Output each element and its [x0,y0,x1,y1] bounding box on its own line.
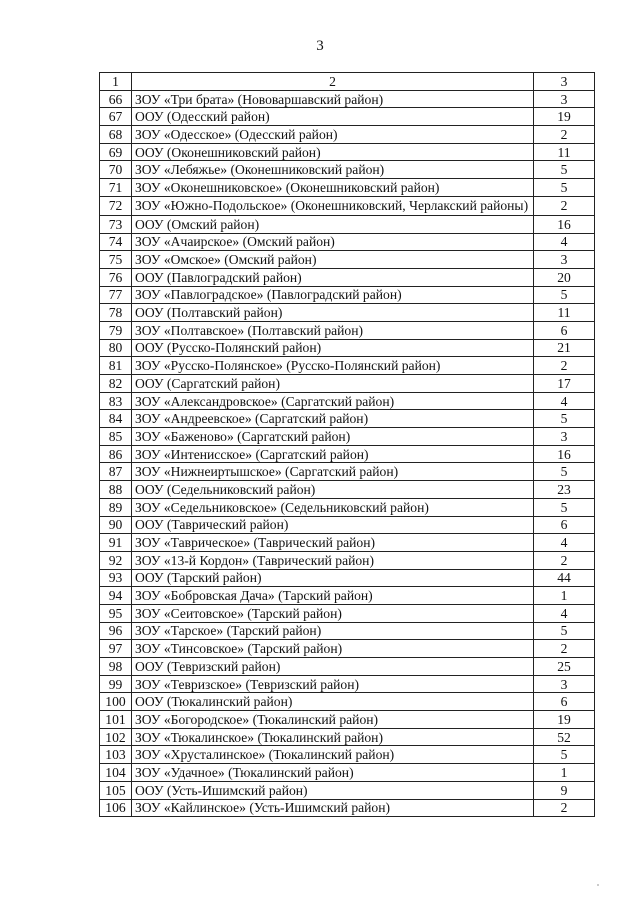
table-row [100,90,595,108]
table-row [100,781,595,799]
row-count: 2 [534,551,595,569]
table-row [100,321,595,339]
row-number: 86 [100,445,132,463]
row-count: 3 [534,675,595,693]
row-count: 2 [534,640,595,658]
header-col-count: 3 [534,73,595,91]
row-name: ООУ (Седельниковский район) [132,481,534,499]
table-row [100,179,595,197]
table-row [100,463,595,481]
row-name: ЗОУ «Богородское» (Тюкалинский район) [132,711,534,729]
table-row [100,196,595,215]
table-row [100,604,595,622]
row-name: ООУ (Полтавский район) [132,304,534,322]
row-count: 4 [534,604,595,622]
row-count: 11 [534,143,595,161]
row-number: 101 [100,711,132,729]
row-number: 79 [100,321,132,339]
table-row [100,746,595,764]
table-row [100,251,595,269]
table-row [100,215,595,233]
table-row [100,233,595,251]
row-number: 104 [100,764,132,782]
row-number: 70 [100,161,132,179]
table-row [100,640,595,658]
row-name: ЗОУ «Тарское» (Тарский район) [132,622,534,640]
row-number: 103 [100,746,132,764]
table-body [100,73,595,817]
table-row [100,799,595,817]
row-number: 97 [100,640,132,658]
table-row [100,392,595,410]
row-name: ЗОУ «Кайлинское» (Усть-Ишимский район) [132,799,534,817]
table-row [100,286,595,304]
table-row [100,622,595,640]
row-name: ООУ (Омский район) [132,215,534,233]
row-count: 17 [534,375,595,393]
row-count: 2 [534,799,595,817]
table-row [100,143,595,161]
row-name: ЗОУ «13-й Кордон» (Таврический район) [132,551,534,569]
table-row [100,711,595,729]
header-col-number: 1 [100,73,132,91]
row-number: 91 [100,534,132,552]
row-number: 106 [100,799,132,817]
row-name: ООУ (Тевризский район) [132,658,534,676]
table-row [100,161,595,179]
row-number: 96 [100,622,132,640]
row-count: 3 [534,251,595,269]
table-row [100,375,595,393]
table-row [100,764,595,782]
table-row [100,534,595,552]
row-name: ЗОУ «Таврическое» (Таврический район) [132,534,534,552]
row-number: 100 [100,693,132,711]
row-count: 16 [534,445,595,463]
row-number: 99 [100,675,132,693]
row-count: 6 [534,693,595,711]
row-number: 84 [100,410,132,428]
row-name: ООУ (Тюкалинский район) [132,693,534,711]
row-number: 90 [100,516,132,534]
row-name: ЗОУ «Полтавское» (Полтавский район) [132,321,534,339]
row-name: ЗОУ «Ачаирское» (Омский район) [132,233,534,251]
row-count: 2 [534,357,595,375]
table-row [100,410,595,428]
row-number: 68 [100,126,132,144]
row-count: 5 [534,746,595,764]
row-name: ЗОУ «Павлоградское» (Павлоградский район) [132,286,534,304]
row-number: 74 [100,233,132,251]
scan-speck [597,884,599,886]
row-number: 83 [100,392,132,410]
row-number: 76 [100,268,132,286]
row-number: 95 [100,604,132,622]
row-name: ЗОУ «Александровское» (Саргатский район) [132,392,534,410]
row-number: 71 [100,179,132,197]
row-number: 67 [100,108,132,126]
table-row [100,428,595,446]
row-number: 88 [100,481,132,499]
row-number: 73 [100,215,132,233]
row-number: 92 [100,551,132,569]
table-row [100,658,595,676]
row-number: 93 [100,569,132,587]
row-number: 69 [100,143,132,161]
row-count: 5 [534,622,595,640]
row-name: ЗОУ «Русско-Полянское» (Русско-Полянский район) [132,357,534,375]
row-count: 3 [534,428,595,446]
table-row [100,108,595,126]
header-col-name: 2 [132,73,534,91]
row-number: 66 [100,90,132,108]
row-count: 4 [534,392,595,410]
row-name: ЗОУ «Хрусталинское» (Тюкалинский район) [132,746,534,764]
row-number: 81 [100,357,132,375]
row-count: 25 [534,658,595,676]
row-count: 23 [534,481,595,499]
row-name: ЗОУ «Интенисское» (Саргатский район) [132,445,534,463]
table-row [100,569,595,587]
row-count: 4 [534,534,595,552]
table-row [100,516,595,534]
row-count: 2 [534,126,595,144]
row-count: 5 [534,410,595,428]
table-row [100,728,595,746]
table-row [100,339,595,357]
table-row [100,587,595,605]
row-number: 85 [100,428,132,446]
row-count: 5 [534,286,595,304]
table-row [100,675,595,693]
row-count: 16 [534,215,595,233]
row-count: 5 [534,498,595,516]
row-number: 94 [100,587,132,605]
row-name: ООУ (Тарский район) [132,569,534,587]
row-name: ЗОУ «Баженово» (Саргатский район) [132,428,534,446]
row-name: ЗОУ «Тевризское» (Тевризский район) [132,675,534,693]
row-name: ЗОУ «Сеитовское» (Тарский район) [132,604,534,622]
row-count: 5 [534,161,595,179]
row-name: ЗОУ «Омское» (Омский район) [132,251,534,269]
row-number: 89 [100,498,132,516]
row-name: ЗОУ «Тюкалинское» (Тюкалинский район) [132,728,534,746]
row-count: 6 [534,321,595,339]
row-count: 44 [534,569,595,587]
row-count: 19 [534,711,595,729]
row-count: 4 [534,233,595,251]
row-name: ЗОУ «Андреевское» (Саргатский район) [132,410,534,428]
table-row [100,268,595,286]
row-count: 19 [534,108,595,126]
row-number: 78 [100,304,132,322]
row-name: ООУ (Усть-Ишимский район) [132,781,534,799]
row-name: ЗОУ «Три брата» (Нововаршавский район) [132,90,534,108]
row-count: 21 [534,339,595,357]
table-row [100,481,595,499]
row-name: ООУ (Русско-Полянский район) [132,339,534,357]
row-number: 72 [100,196,132,215]
row-count: 3 [534,90,595,108]
table-row [100,551,595,569]
row-count: 6 [534,516,595,534]
table-row [100,498,595,516]
row-name: ЗОУ «Тинсовское» (Тарский район) [132,640,534,658]
row-count: 2 [534,196,595,215]
row-name: ООУ (Саргатский район) [132,375,534,393]
row-name: ЗОУ «Седельниковское» (Седельниковский район) [132,498,534,516]
row-number: 105 [100,781,132,799]
row-number: 82 [100,375,132,393]
row-number: 98 [100,658,132,676]
row-name: ЗОУ «Лебяжье» (Оконешниковский район) [132,161,534,179]
row-number: 75 [100,251,132,269]
row-count: 5 [534,463,595,481]
table-row [100,126,595,144]
table-row [100,445,595,463]
row-count: 9 [534,781,595,799]
row-name: ЗОУ «Одесское» (Одесский район) [132,126,534,144]
row-name: ЗОУ «Удачное» (Тюкалинский район) [132,764,534,782]
row-number: 80 [100,339,132,357]
row-count: 11 [534,304,595,322]
row-number: 77 [100,286,132,304]
row-name: ЗОУ «Южно-Подольское» (Оконешниковский, Черлакский районы) [132,196,534,215]
row-name: ООУ (Павлоградский район) [132,268,534,286]
row-name: ООУ (Таврический район) [132,516,534,534]
row-count: 1 [534,764,595,782]
row-name: ООУ (Одесский район) [132,108,534,126]
row-name: ЗОУ «Нижнеиртышское» (Саргатский район) [132,463,534,481]
row-count: 1 [534,587,595,605]
table-row [100,357,595,375]
table-row [100,304,595,322]
page-number: 3 [316,38,324,54]
row-name: ООУ (Оконешниковский район) [132,143,534,161]
row-number: 87 [100,463,132,481]
table-header-row [100,73,595,91]
row-count: 5 [534,179,595,197]
row-number: 102 [100,728,132,746]
row-count: 20 [534,268,595,286]
row-name: ЗОУ «Бобровская Дача» (Тарский район) [132,587,534,605]
row-count: 52 [534,728,595,746]
row-name: ЗОУ «Оконешниковское» (Оконешниковский район) [132,179,534,197]
hunting-grounds-table [99,72,595,817]
table-row [100,693,595,711]
